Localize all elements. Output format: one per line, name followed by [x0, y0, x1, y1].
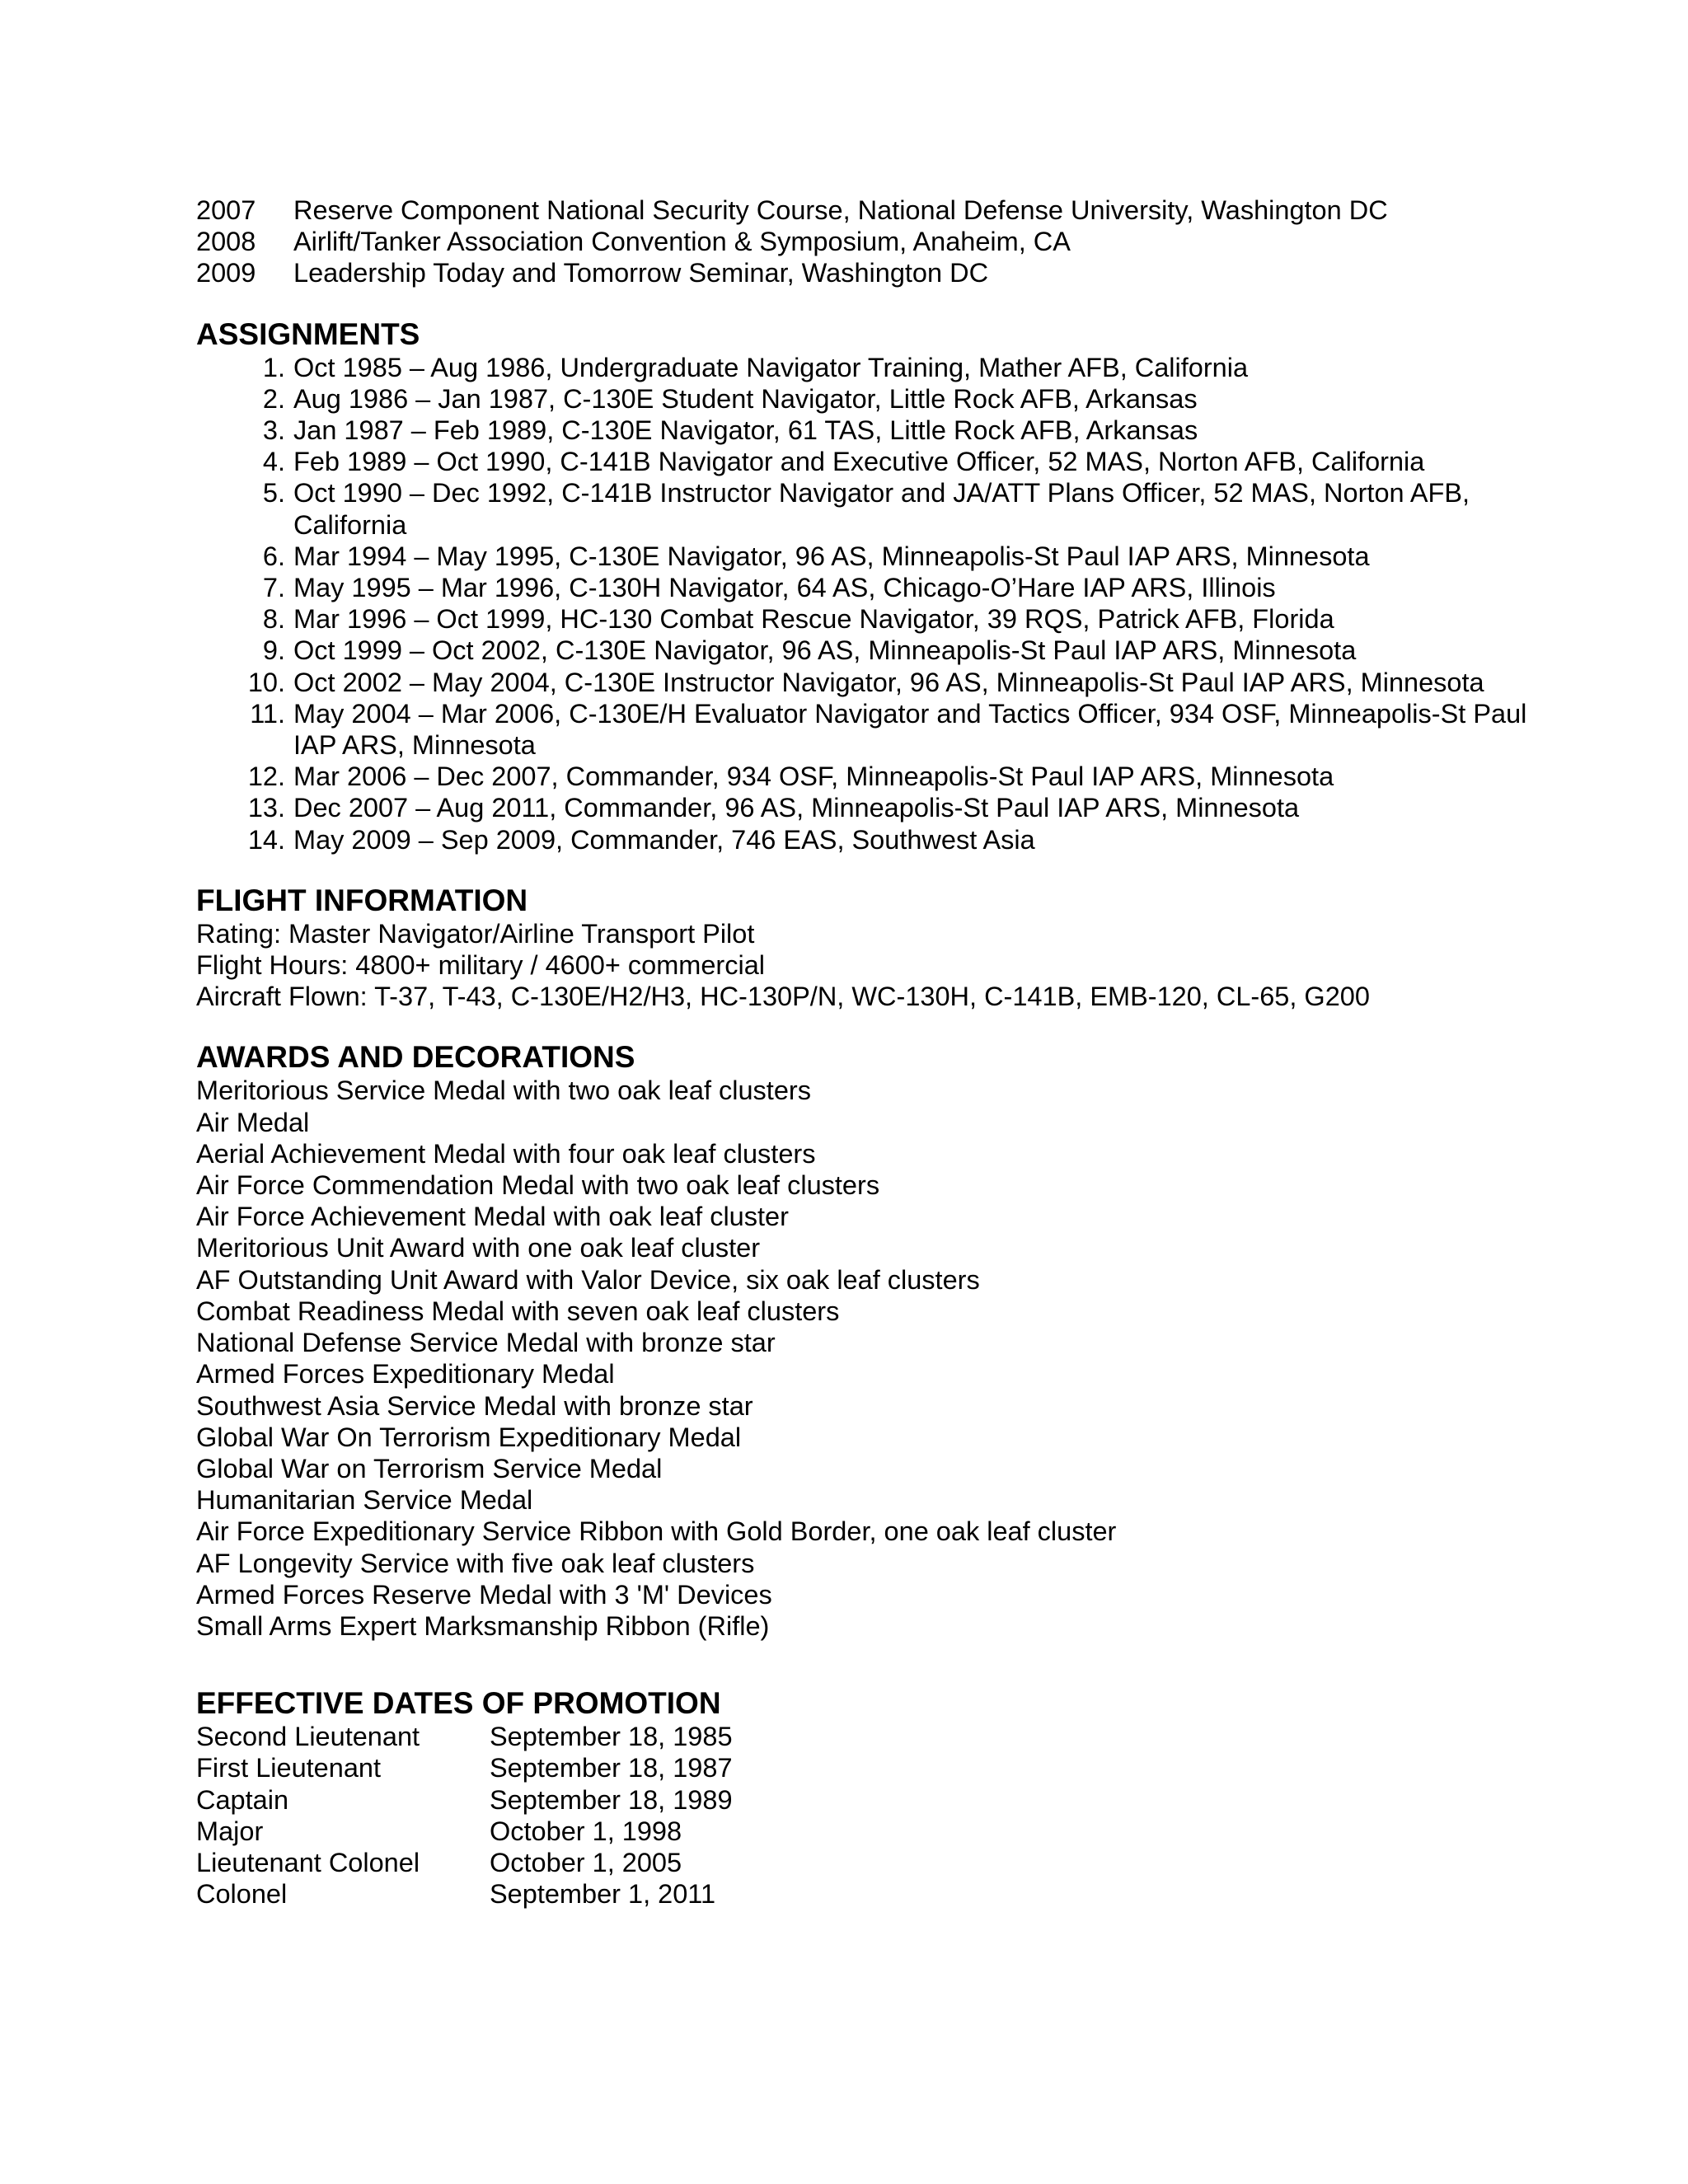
- award-item: National Defense Service Medal with bronze star: [196, 1328, 776, 1358]
- aircraft-flown: Aircraft Flown: T-37, T-43, C-130E/H2/H3, HC-130P/N, WC-130H, C-141B, EMB-120, CL-65, G200: [196, 982, 1370, 1012]
- award-item: Meritorious Unit Award with one oak leaf cluster: [196, 1233, 761, 1263]
- training-list: [196, 194, 1515, 289]
- assignment-number: 12.: [247, 762, 285, 792]
- assignment-item: [196, 572, 1530, 603]
- assignment-text: May 2004 – Mar 2006, C-130E/H Evaluator Navigator and Tactics Officer, 934 OSF, Minneapolis-St Paul IAP ARS, Minnesota: [293, 698, 1527, 761]
- assignment-item: [196, 792, 1530, 823]
- promotion-row: [196, 1784, 1515, 1816]
- promotion-rank: Colonel: [196, 1879, 288, 1910]
- promotion-rank: First Lieutenant: [196, 1753, 382, 1783]
- award-item: Combat Readiness Medal with seven oak leaf clusters: [196, 1296, 840, 1326]
- promotion-date: October 1, 1998: [490, 1816, 682, 1846]
- assignment-number: 3.: [262, 415, 285, 446]
- assignment-number: 14.: [247, 824, 285, 855]
- training-text: Reserve Component National Security Course, National Defense University, Washington DC: [293, 195, 1388, 225]
- assignment-item: [196, 541, 1530, 572]
- awards-heading: AWARDS AND DECORATIONS: [196, 1040, 635, 1075]
- assignment-text: Dec 2007 – Aug 2011, Commander, 96 AS, Minneapolis-St Paul IAP ARS, Minnesota: [293, 793, 1300, 823]
- promotions-heading: EFFECTIVE DATES OF PROMOTION: [196, 1686, 721, 1721]
- assignment-item: [196, 603, 1530, 635]
- section-spacer: [196, 1012, 1515, 1040]
- promotion-date: October 1, 2005: [490, 1847, 682, 1877]
- assignment-number: 2.: [262, 383, 285, 414]
- assignment-item: [196, 415, 1530, 446]
- assignment-text: Mar 1994 – May 1995, C-130E Navigator, 96 AS, Minneapolis-St Paul IAP ARS, Minnesota: [293, 541, 1370, 571]
- assignment-item: [196, 698, 1530, 761]
- assignment-number: 13.: [247, 793, 285, 823]
- assignment-number: 10.: [247, 667, 285, 697]
- assignment-number: 5.: [262, 478, 285, 509]
- assignment-number: 7.: [262, 573, 285, 603]
- flight-rating: Rating: Master Navigator/Airline Transport Pilot: [196, 918, 755, 949]
- awards-list: [196, 1075, 1515, 1642]
- award-item: Air Medal: [196, 1107, 310, 1137]
- assignment-item: [196, 824, 1530, 855]
- assignment-text: Oct 1999 – Oct 2002, C-130E Navigator, 96 AS, Minneapolis-St Paul IAP ARS, Minnesota: [293, 635, 1357, 666]
- award-item: Armed Forces Reserve Medal with 3 'M' Devices: [196, 1579, 772, 1610]
- section-spacer: [196, 855, 1515, 883]
- award-item: Air Force Expeditionary Service Ribbon with Gold Border, one oak leaf cluster: [196, 1516, 1117, 1547]
- assignments-heading: ASSIGNMENTS: [196, 316, 420, 351]
- training-year: 2008: [196, 227, 256, 257]
- training-text: Airlift/Tanker Association Convention & Symposium, Anaheim, CA: [293, 227, 1071, 257]
- award-item: Global War on Terrorism Service Medal: [196, 1453, 663, 1483]
- training-row: [196, 226, 1515, 257]
- flight-info-heading: FLIGHT INFORMATION: [196, 883, 528, 917]
- training-text: Leadership Today and Tomorrow Seminar, Washington DC: [293, 258, 989, 288]
- training-year: 2007: [196, 195, 256, 225]
- assignment-number: 6.: [262, 541, 285, 571]
- assignment-text: Mar 1996 – Oct 1999, HC-130 Combat Rescue Navigator, 39 RQS, Patrick AFB, Florida: [293, 604, 1334, 635]
- promotion-rank: Lieutenant Colonel: [196, 1847, 420, 1877]
- assignment-number: 8.: [262, 604, 285, 635]
- award-item: Small Arms Expert Marksmanship Ribbon (Rifle): [196, 1610, 770, 1641]
- award-item: Meritorious Service Medal with two oak leaf clusters: [196, 1076, 811, 1106]
- award-item: Air Force Achievement Medal with oak leaf cluster: [196, 1202, 789, 1232]
- award-item: AF Longevity Service with five oak leaf clusters: [196, 1548, 755, 1578]
- assignment-text: May 1995 – Mar 1996, C-130H Navigator, 64 AS, Chicago-O’Hare IAP ARS, Illinois: [293, 573, 1276, 603]
- assignment-item: [196, 352, 1530, 383]
- assignment-item: [196, 383, 1530, 415]
- assignment-number: 4.: [262, 447, 285, 477]
- promotion-rank: Second Lieutenant: [196, 1722, 420, 1752]
- assignment-text: Aug 1986 – Jan 1987, C-130E Student Navigator, Little Rock AFB, Arkansas: [293, 383, 1198, 414]
- assignment-text: Oct 2002 – May 2004, C-130E Instructor Navigator, 96 AS, Minneapolis-St Paul IAP ARS, Minnesota: [293, 667, 1484, 697]
- section-spacer: [196, 1642, 1515, 1686]
- award-item: Global War On Terrorism Expeditionary Medal: [196, 1422, 742, 1452]
- training-row: [196, 257, 1515, 288]
- award-item: AF Outstanding Unit Award with Valor Device, six oak leaf clusters: [196, 1264, 980, 1295]
- assignment-text: Mar 2006 – Dec 2007, Commander, 934 OSF, Minneapolis-St Paul IAP ARS, Minnesota: [293, 762, 1334, 792]
- assignment-item: [196, 635, 1530, 666]
- award-item: Humanitarian Service Medal: [196, 1485, 533, 1516]
- flight-hours: Flight Hours: 4800+ military / 4600+ commercial: [196, 950, 766, 981]
- promotion-date: September 18, 1989: [490, 1784, 733, 1815]
- award-item: Armed Forces Expeditionary Medal: [196, 1359, 615, 1390]
- training-year: 2009: [196, 258, 256, 288]
- promotion-date: September 1, 2011: [490, 1879, 716, 1910]
- assignment-item: [196, 667, 1530, 698]
- award-item: Air Force Commendation Medal with two oak leaf clusters: [196, 1170, 880, 1201]
- award-item: Southwest Asia Service Medal with bronze star: [196, 1390, 753, 1421]
- section-spacer: [196, 289, 1515, 317]
- promotion-rank: Captain: [196, 1784, 289, 1815]
- assignment-text: Feb 1989 – Oct 1990, C-141B Navigator and Executive Officer, 52 MAS, Norton AFB, California: [293, 447, 1425, 477]
- promotions-list: [196, 1721, 1515, 1910]
- promotion-date: September 18, 1987: [490, 1753, 733, 1783]
- document-page: [196, 194, 1527, 1910]
- assignment-text: May 2009 – Sep 2009, Commander, 746 EAS, Southwest Asia: [293, 824, 1035, 855]
- promotion-date: September 18, 1985: [490, 1722, 733, 1752]
- award-item: Aerial Achievement Medal with four oak leaf clusters: [196, 1138, 816, 1169]
- assignment-item: [196, 446, 1530, 477]
- assignment-number: 9.: [262, 635, 285, 666]
- assignment-number: 11.: [250, 698, 285, 729]
- assignment-number: 1.: [262, 352, 285, 382]
- assignment-text: Jan 1987 – Feb 1989, C-130E Navigator, 61 TAS, Little Rock AFB, Arkansas: [293, 415, 1198, 446]
- assignment-text: Oct 1985 – Aug 1986, Undergraduate Navigator Training, Mather AFB, California: [293, 352, 1249, 382]
- assignments-list: [196, 352, 1527, 855]
- assignment-text: Oct 1990 – Dec 1992, C-141B Instructor Navigator and JA/ATT Plans Officer, 52 MAS, Norton AFB, California: [293, 478, 1470, 540]
- assignment-item: [196, 761, 1530, 792]
- promotion-row: [196, 1847, 1515, 1878]
- promotion-row: [196, 1752, 1515, 1783]
- assignment-item: [196, 477, 1530, 540]
- promotion-row: [196, 1878, 1515, 1910]
- training-row: [196, 194, 1515, 226]
- promotion-row: [196, 1721, 1515, 1752]
- promotion-row: [196, 1816, 1515, 1847]
- promotion-rank: Major: [196, 1816, 264, 1846]
